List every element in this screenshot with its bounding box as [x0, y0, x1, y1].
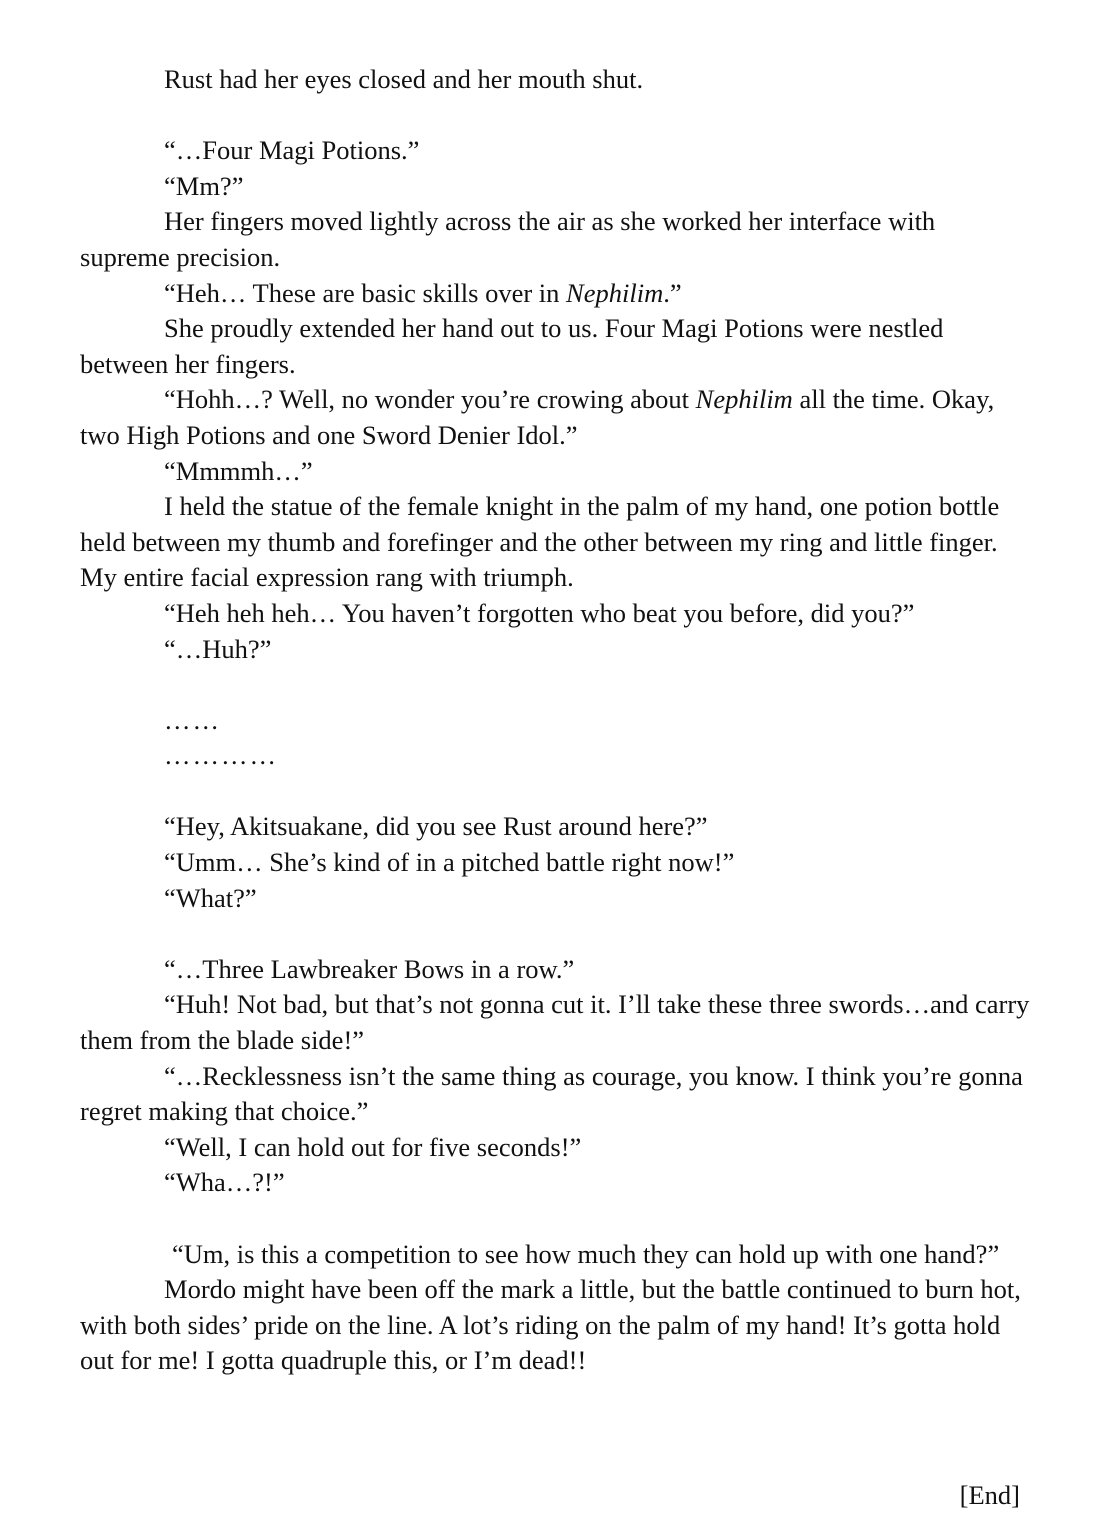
scene-break-ellipsis: …… [164, 704, 221, 735]
paragraph: “Hey, Akitsuakane, did you see Rust around here?” [164, 811, 708, 842]
italic-title: Nephilim [695, 384, 793, 415]
paragraph: “Mmmmh…” [164, 455, 313, 486]
paragraph: “Wha…?!” [164, 1167, 285, 1198]
italic-title: Nephilim [566, 277, 664, 308]
text-run: all the time. Okay, two High Potions and one Sword Denier Idol.” [80, 384, 995, 450]
paragraph-gap [80, 1201, 1030, 1237]
paragraph: Rust had her eyes closed and her mouth shut. [164, 64, 644, 94]
scene-break-ellipsis: ………… [164, 740, 278, 771]
end-marker: [End] [959, 1480, 1020, 1510]
paragraph-gap [80, 774, 1030, 810]
paragraph: “Um, is this a competition to see how much they can hold up with one hand?” [172, 1238, 1000, 1269]
paragraph: “Heh heh heh… You haven’t forgotten who beat you before, did you?” [164, 597, 915, 628]
paragraph: “…Recklessness isn’t the same thing as courage, you know. I think you’re gonna regret making that choice.” [80, 1060, 1023, 1127]
paragraph: “…Three Lawbreaker Bows in a row.” [164, 953, 575, 984]
paragraph: “…Four Magi Potions.” [164, 135, 420, 166]
document-page [80, 0, 1030, 1500]
paragraph [80, 276, 1030, 312]
paragraph-gap [80, 98, 1030, 134]
paragraph-gap [80, 916, 1030, 952]
paragraph: “Umm… She’s kind of in a pitched battle right now!” [164, 847, 735, 878]
text-run: “Hohh…? Well, no wonder you’re crowing about [164, 384, 696, 415]
paragraph [80, 382, 1030, 453]
paragraph: Her fingers moved lightly across the air as she worked her interface with supreme precision. [80, 206, 936, 272]
paragraph: “What?” [164, 882, 257, 913]
text-run: .” [663, 277, 682, 308]
paragraph: “Mm?” [164, 170, 244, 201]
paragraph: “Well, I can hold out for five seconds!” [164, 1131, 582, 1162]
text-run: “Heh… These are basic skills over in [164, 277, 567, 308]
paragraph-gap [80, 667, 1030, 703]
paragraph: Mordo might have been off the mark a little, but the battle continued to burn hot, with both sides’ pride on the line. A lot’s riding on the palm of my hand! It’s gotta hold out for me! I gotta quadruple this, or I’m dead!! [80, 1274, 1021, 1376]
paragraph: I held the statue of the female knight in the palm of my hand, one potion bottle held between my thumb and forefinger and the other between my ring and little finger. My entire facial expression rang with triumph. [80, 491, 1000, 593]
paragraph: “…Huh?” [164, 633, 272, 664]
paragraph: “Huh! Not bad, but that’s not gonna cut it. I’ll take these three swords…and carry them from the blade side!” [80, 989, 1030, 1056]
paragraph: She proudly extended her hand out to us. Four Magi Potions were nestled between her fingers. [80, 313, 944, 379]
